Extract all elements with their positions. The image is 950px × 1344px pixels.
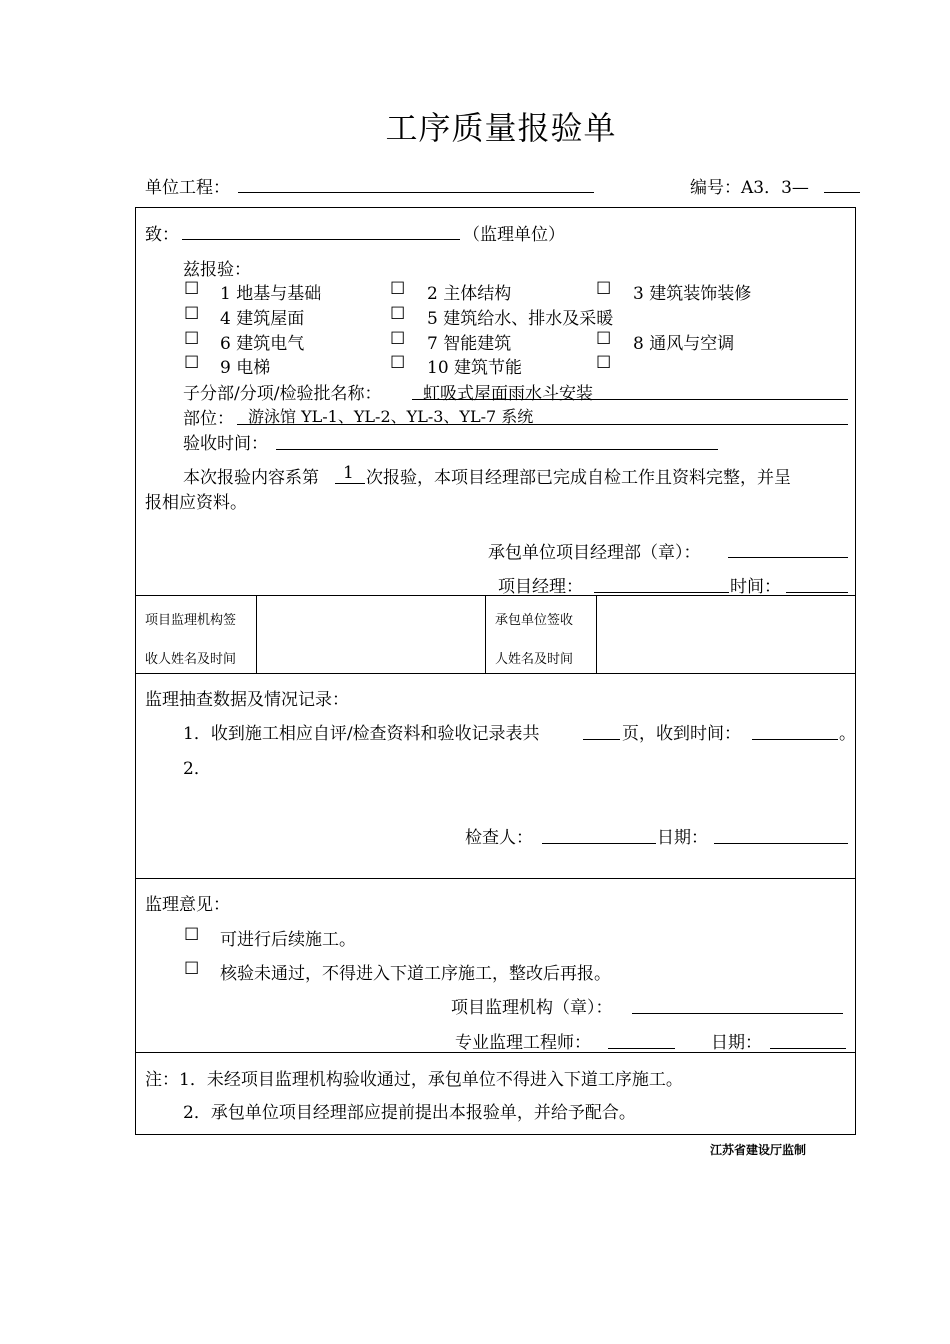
opinion-title: 监理意见：	[145, 895, 230, 915]
form-title: 工序质量报验单	[385, 109, 617, 147]
signoff-right-label: 人姓名及时间	[495, 652, 574, 667]
divider	[135, 673, 856, 674]
pm-time-field[interactable]	[786, 592, 848, 593]
inspection-time-field[interactable]	[276, 449, 718, 450]
unit-project-label: 单位工程：	[145, 178, 230, 198]
checkbox[interactable]: ☐	[184, 279, 200, 299]
opinion-date-label: 日期：	[711, 1033, 762, 1053]
note-line2: 2．承包单位项目经理部应提前提出本报验单，并给予配合。	[183, 1103, 636, 1123]
project-manager-field[interactable]	[594, 592, 729, 593]
project-manager-label: 项目经理：	[498, 577, 583, 597]
checkbox[interactable]: ☐	[596, 353, 612, 373]
unit-project-field[interactable]	[238, 192, 594, 193]
statement-prefix: 本次报验内容系第	[183, 468, 319, 488]
record-item1-end: 。	[839, 724, 856, 744]
location-label: 部位：	[183, 409, 234, 429]
statement-count: 1	[343, 463, 354, 483]
divider	[256, 595, 257, 673]
statement-count-field[interactable]	[335, 483, 365, 484]
supervisor-unit-label: （监理单位）	[463, 225, 565, 245]
record-title: 监理抽查数据及情况记录：	[145, 690, 349, 710]
report-item: 3 建筑装饰装修	[633, 284, 752, 304]
opinion-date-field[interactable]	[770, 1048, 846, 1049]
report-item: 8 通风与空调	[633, 334, 735, 354]
to-label: 致：	[145, 225, 179, 245]
inspection-time-label: 验收时间：	[183, 434, 268, 454]
note-line1: 注：1．未经项目监理机构验收通过，承包单位不得进入下道工序施工。	[145, 1070, 683, 1090]
report-item: 5 建筑给水、排水及采暖	[427, 309, 614, 329]
report-item: 6 建筑电气	[220, 334, 305, 354]
report-item: 7 智能建筑	[427, 334, 512, 354]
checkbox[interactable]: ☐	[390, 353, 406, 373]
sub-item-label: 子分部/分项/检验批名称：	[183, 384, 382, 404]
checkbox[interactable]: ☐	[184, 329, 200, 349]
record-item2: 2．	[183, 759, 211, 779]
record-received-time-field[interactable]	[752, 739, 838, 740]
record-item1-prefix: 1．收到施工相应自评/检查资料和验收记录表共	[183, 724, 540, 744]
code-field[interactable]	[824, 192, 860, 193]
statement-suffix: 次报验，本项目经理部已完成自检工作且资料完整，并呈	[366, 468, 791, 488]
code-label: 编号：A3．3—	[690, 178, 809, 198]
checkbox[interactable]: ☐	[390, 279, 406, 299]
checkbox[interactable]: ☐	[184, 353, 200, 373]
pm-time-label: 时间：	[730, 577, 781, 597]
engineer-field[interactable]	[608, 1048, 675, 1049]
record-pages-field[interactable]	[583, 739, 620, 740]
report-item: 10 建筑节能	[427, 358, 523, 378]
checkbox[interactable]: ☐	[184, 304, 200, 324]
checkbox[interactable]: ☐	[184, 959, 200, 979]
report-item: 1 地基与基础	[220, 284, 322, 304]
record-item1-mid: 页，收到时间：	[622, 724, 741, 744]
location-value: 游泳馆 YL-1、YL-2、YL-3、YL-7 系统	[248, 407, 534, 426]
inspector-label: 检查人：	[465, 828, 533, 848]
checkbox[interactable]: ☐	[184, 925, 200, 945]
inspector-field[interactable]	[542, 843, 656, 844]
divider	[485, 595, 486, 673]
report-item: 2 主体结构	[427, 284, 512, 304]
signoff-left-label: 项目监理机构签	[145, 613, 237, 628]
opinion-option2: 核验未通过，不得进入下道工序施工，整改后再报。	[220, 964, 611, 984]
divider	[596, 595, 597, 673]
signoff-left-label: 收人姓名及时间	[145, 652, 237, 667]
checkbox[interactable]: ☐	[390, 329, 406, 349]
agency-field[interactable]	[632, 1013, 843, 1014]
checkbox[interactable]: ☐	[390, 304, 406, 324]
agency-label: 项目监理机构（章）：	[451, 998, 613, 1018]
contractor-dept-field[interactable]	[728, 557, 848, 558]
signoff-right-label: 承包单位签收	[495, 613, 574, 628]
divider	[135, 878, 856, 879]
contractor-dept-label: 承包单位项目经理部（章）：	[488, 543, 701, 563]
report-label: 兹报验：	[183, 260, 251, 280]
supervisor-unit-field[interactable]	[182, 239, 460, 240]
checkbox[interactable]: ☐	[596, 329, 612, 349]
report-item: 4 建筑屋面	[220, 309, 305, 329]
sub-item-value: 虹吸式屋面雨水斗安装	[423, 384, 593, 404]
opinion-option1: 可进行后续施工。	[220, 930, 356, 950]
record-date-field[interactable]	[714, 843, 848, 844]
record-date-label: 日期：	[657, 828, 708, 848]
report-item: 9 电梯	[220, 358, 271, 378]
engineer-label: 专业监理工程师：	[455, 1033, 591, 1053]
checkbox[interactable]: ☐	[596, 279, 612, 299]
issuer-footer: 江苏省建设厅监制	[710, 1143, 807, 1157]
statement-line2: 报相应资料。	[145, 493, 247, 513]
